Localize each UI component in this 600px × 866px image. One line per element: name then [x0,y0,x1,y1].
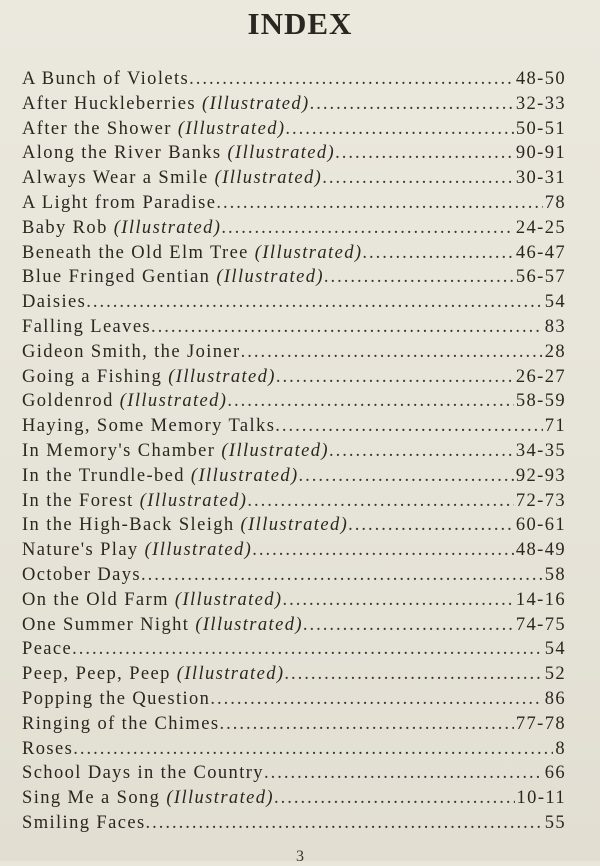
dot-leader [324,265,514,290]
entry-pages: 56-57 [515,267,566,288]
dot-leader [221,216,514,241]
index-entry [22,712,566,737]
entry-pages: 32-33 [515,93,566,114]
entry-title: After the Shower [22,118,172,139]
entry-title: Haying, Some Memory Talks [22,416,276,437]
entry-pages: 52 [544,664,566,685]
dot-leader [303,613,514,638]
illustrated-note: (Illustrated) [113,217,222,238]
dot-leader [362,241,513,266]
entry-pages: 14-16 [515,589,566,610]
index-entry [22,166,566,191]
index-entry [22,761,566,786]
entry-title: In Memory's Chamber [22,440,216,461]
entry-pages: 54 [544,639,566,660]
index-entry [22,489,566,514]
illustrated-note: (Illustrated) [119,391,228,412]
index-entry [22,191,566,216]
entry-title: In the Forest [22,490,134,511]
dot-leader [322,166,514,191]
index-entry [22,538,566,563]
dot-leader [151,315,543,340]
entry-pages: 54 [544,292,566,313]
entry-pages: 78 [544,192,566,213]
entry-pages: 83 [544,316,566,337]
index-entry [22,315,566,340]
entry-title: Baby Rob [22,217,108,238]
entry-pages: 77-78 [515,713,566,734]
index-entry [22,265,566,290]
index-entry [22,92,566,117]
entry-pages: 90-91 [515,143,566,164]
entry-title: A Light from Paradise [22,192,217,213]
illustrated-note: (Illustrated) [195,614,303,635]
entry-pages: 86 [544,688,566,709]
entry-pages: 58 [544,564,566,585]
entry-pages: 48-50 [515,69,566,89]
entry-pages: 34-35 [515,440,566,461]
entry-pages: 58-59 [515,391,566,412]
entry-pages: 30-31 [515,168,566,189]
illustrated-note: (Illustrated) [227,143,336,164]
dot-leader [329,439,514,464]
entry-pages: 74-75 [515,614,566,635]
index-entry [22,216,566,241]
dot-leader [216,191,542,216]
entry-title: Always Wear a Smile [22,168,209,189]
entry-title: In the High-Back Sleigh [22,515,235,536]
dot-leader [72,637,543,662]
dot-leader [227,389,513,414]
entry-pages: 71 [544,416,566,437]
entry-title: Ringing of the Chimes [22,713,220,734]
dot-leader [252,538,514,563]
index-list [22,67,566,836]
index-entry [22,563,566,588]
entry-title: Blue Fringed Gentian [22,267,211,288]
dot-leader [219,712,513,737]
entry-title: One Summer Night [22,614,190,635]
entry-title: Going a Fishing [22,366,163,387]
dot-leader [241,340,543,365]
entry-title: In the Trundle-bed [22,465,185,486]
illustrated-note: (Illustrated) [174,589,283,610]
entry-pages: 60-61 [515,515,566,536]
dot-leader [73,737,553,762]
index-entry [22,513,566,538]
illustrated-note: (Illustrated) [139,490,248,511]
index-entry [22,737,566,762]
entry-title: Falling Leaves [22,316,152,337]
entry-pages: 26-27 [515,366,566,387]
page-title: INDEX [247,6,353,41]
illustrated-note: (Illustrated) [144,540,253,561]
dot-leader [299,464,514,489]
entry-pages: 66 [544,763,566,784]
entry-title: Nature's Play [22,540,139,561]
page-number: 3 [296,848,304,865]
dot-leader [276,365,514,390]
entry-pages: 8 [555,738,566,759]
index-entry [22,439,566,464]
dot-leader [210,687,542,712]
entry-title: On the Old Farm [22,589,169,610]
index-entry [22,786,566,811]
dot-leader [146,811,543,836]
entry-title: Smiling Faces [22,812,146,833]
index-entry [22,67,566,92]
index-entry [22,811,566,836]
entry-title: Gideon Smith, the Joiner [22,341,241,362]
illustrated-note: (Illustrated) [177,118,286,139]
illustrated-note: (Illustrated) [254,242,363,263]
dot-leader [274,786,515,811]
entry-title: School Days in the Country [22,763,264,784]
illustrated-note: (Illustrated) [202,93,310,114]
entry-title: Peace [22,639,73,660]
dot-leader [86,290,542,315]
index-entry [22,414,566,439]
entry-title: October Days [22,564,142,585]
entry-title: Goldenrod [22,391,114,412]
entry-title: Beneath the Old Elm Tree [22,242,249,263]
index-entry [22,464,566,489]
illustrated-note: (Illustrated) [221,440,329,461]
dot-leader [189,67,514,92]
entry-title: Popping the Question [22,688,211,709]
illustrated-note: (Illustrated) [216,267,324,288]
entry-title: Peep, Peep, Peep [22,664,171,685]
index-entry [22,687,566,712]
entry-pages: 24-25 [515,217,566,238]
illustrated-note: (Illustrated) [166,788,274,809]
entry-pages: 50-51 [515,118,566,139]
illustrated-note: (Illustrated) [190,465,299,486]
dot-leader [284,662,542,687]
index-entry [22,117,566,142]
illustrated-note: (Illustrated) [176,664,285,685]
entry-pages: 46-47 [515,242,566,263]
illustrated-note: (Illustrated) [168,366,276,387]
illustrated-note: (Illustrated) [240,515,349,536]
index-entry [22,290,566,315]
illustrated-note: (Illustrated) [214,168,323,189]
entry-title: Sing Me a Song [22,788,161,809]
index-entry [22,141,566,166]
entry-pages: 48-49 [515,540,566,561]
dot-leader [310,92,514,117]
index-entry [22,613,566,638]
entry-pages: 28 [544,341,566,362]
entry-pages: 72-73 [515,490,566,511]
index-entry [22,588,566,613]
entry-title: Along the River Banks [22,143,222,164]
index-entry [22,662,566,687]
dot-leader [275,414,542,439]
dot-leader [283,588,514,613]
index-entry [22,340,566,365]
dot-leader [141,563,543,588]
dot-leader [247,489,514,514]
index-entry [22,241,566,266]
dot-leader [335,141,514,166]
entry-title: A Bunch of Violets [22,69,190,89]
entry-pages: 55 [544,812,566,833]
entry-title: Roses [22,738,74,759]
entry-pages: 92-93 [515,465,566,486]
dot-leader [348,513,514,538]
dot-leader [264,761,543,786]
index-entry [22,637,566,662]
entry-pages: 10-11 [516,788,566,809]
dot-leader [285,117,513,142]
index-entry [22,389,566,414]
entry-title: Daisies [22,292,87,313]
entry-title: After Huckleberries [22,93,197,114]
index-entry [22,365,566,390]
